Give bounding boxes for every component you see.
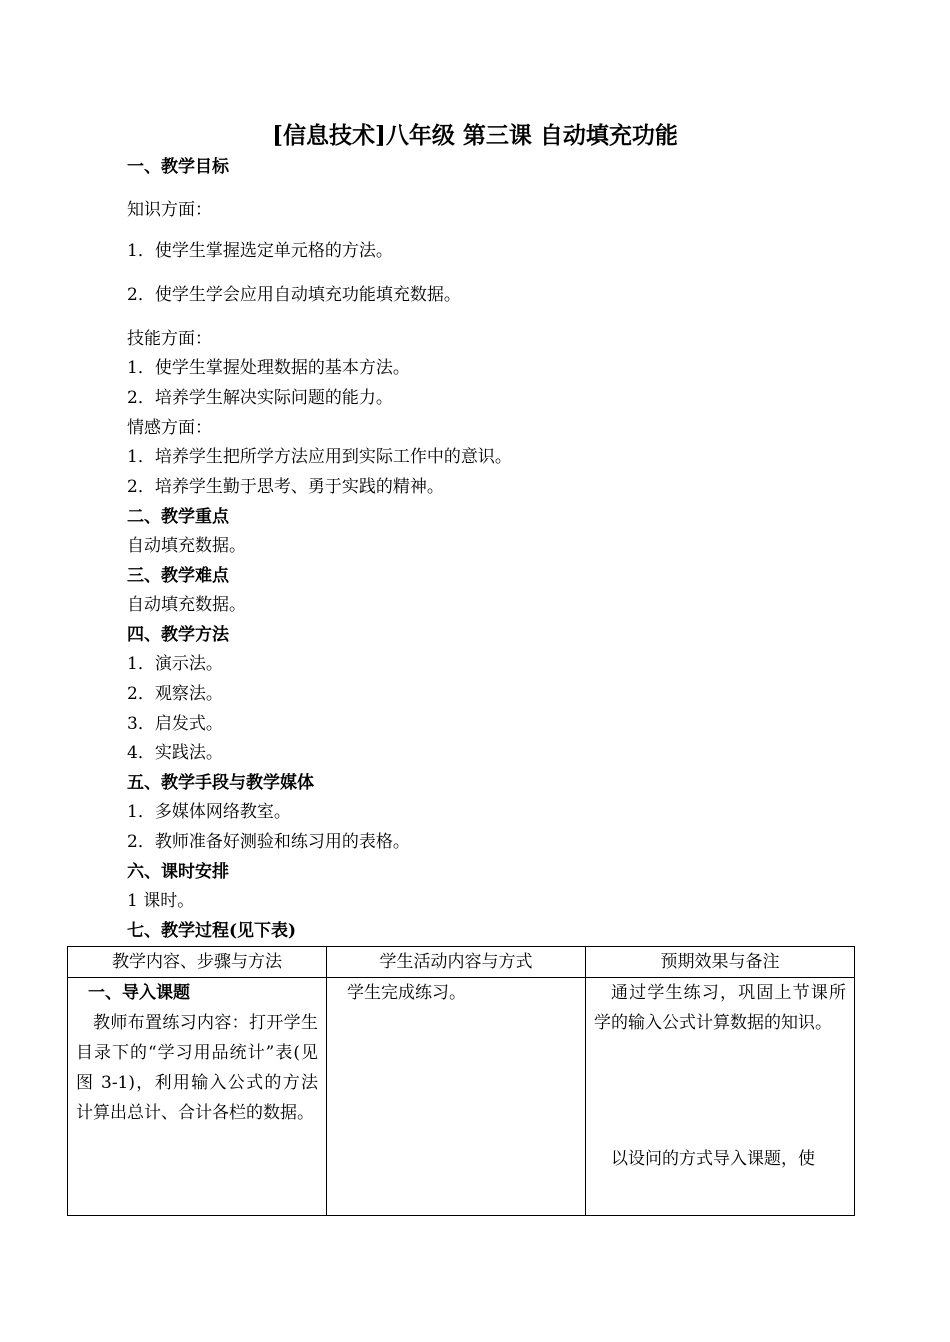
media-item-1: 1．多媒体网络教室。 <box>127 802 291 822</box>
table-header-row <box>68 947 855 978</box>
knowledge-item-2: 2．使学生学会应用自动填充功能填充数据。 <box>127 285 461 305</box>
method-item-3: 3．启发式。 <box>127 714 223 734</box>
cell-paragraph: 以设问的方式导入课题，使 <box>611 1149 815 1169</box>
emotion-item-2: 2．培养学生勤于思考、勇于实践的精神。 <box>127 477 444 497</box>
emotion-label: 情感方面： <box>127 418 212 438</box>
section-heading-schedule: 六、课时安排 <box>127 862 229 882</box>
section-heading-difficulty: 三、教学难点 <box>127 566 229 586</box>
skill-item-1: 1．使学生掌握处理数据的基本方法。 <box>127 358 410 378</box>
table-header-cell: 教学内容、步骤与方法 <box>68 947 327 978</box>
method-item-4: 4．实践法。 <box>127 743 223 763</box>
table-header-cell: 学生活动内容与方式 <box>327 947 586 978</box>
cell-paragraph: 学生完成练习。 <box>347 983 466 1003</box>
cell-heading: 一、导入课题 <box>88 983 190 1003</box>
emotion-item-1: 1．培养学生把所学方法应用到实际工作中的意识。 <box>127 447 512 467</box>
table-cell-content <box>68 978 327 1216</box>
section-heading-process: 七、教学过程(见下表) <box>127 921 297 941</box>
media-item-2: 2．教师准备好测验和练习用的表格。 <box>127 832 410 852</box>
section-heading-goals: 一、教学目标 <box>127 157 229 177</box>
knowledge-label: 知识方面： <box>127 200 212 220</box>
process-table <box>67 946 855 1216</box>
schedule-text: 1 课时。 <box>127 891 195 911</box>
document-title: [信息技术]八年级 第三课 自动填充功能 <box>272 122 678 149</box>
cell-paragraph: 通过学生练习，巩固上节课所学的输入公式计算数据的知识。 <box>594 983 846 1033</box>
knowledge-item-1: 1．使学生掌握选定单元格的方法。 <box>127 241 393 261</box>
method-item-1: 1．演示法。 <box>127 654 223 674</box>
difficulty-text: 自动填充数据。 <box>127 595 246 615</box>
focus-text: 自动填充数据。 <box>127 536 246 556</box>
skill-label: 技能方面： <box>127 329 212 349</box>
method-item-2: 2．观察法。 <box>127 684 223 704</box>
section-heading-media: 五、教学手段与教学媒体 <box>127 773 314 793</box>
table-row <box>68 978 855 1216</box>
cell-paragraph: 教师布置练习内容：打开学生目录下的“学习用品统计”表(见图 3-1)，利用输入公式的方法计算出总计、合计各栏的数据。 <box>76 1013 318 1123</box>
table-cell-notes <box>586 978 855 1216</box>
table-header-cell: 预期效果与备注 <box>586 947 855 978</box>
section-heading-methods: 四、教学方法 <box>127 625 229 645</box>
table-cell-student <box>327 978 586 1216</box>
section-heading-focus: 二、教学重点 <box>127 507 229 527</box>
skill-item-2: 2．培养学生解决实际问题的能力。 <box>127 388 393 408</box>
